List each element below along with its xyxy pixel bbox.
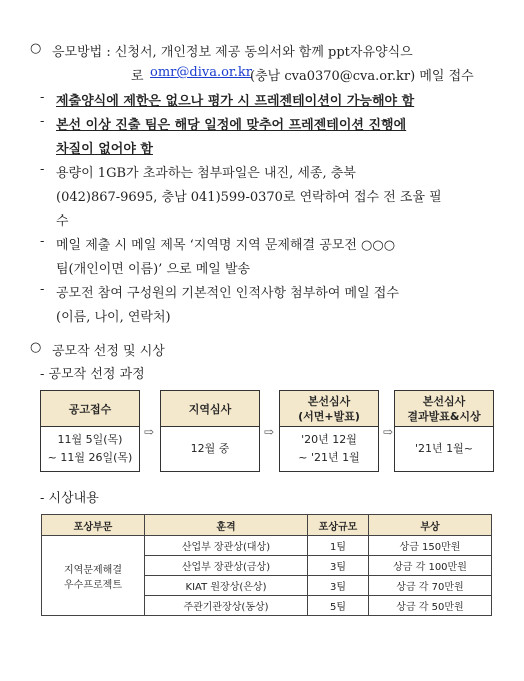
note-dash: - xyxy=(40,114,45,129)
awards-table xyxy=(41,514,492,616)
note-text: 본선 이상 진출 팀은 해당 일정에 맞추어 프레젠테이션 진행에 xyxy=(56,118,407,133)
award-count: 3팀 xyxy=(308,556,369,576)
note-text: 메일 제출 시 메일 제목 ‘지역명 지역 문제해결 공모전 ○○○ xyxy=(56,238,396,253)
note-text: 제출양식에 제한은 없으나 평가 시 프레젠테이션이 가능해야 함 xyxy=(56,94,415,109)
apply-method-line1: 응모방법 : 신청서, 개인정보 제공 동의서와 함께 ppt자유양식으 xyxy=(52,45,413,60)
note-text: 차질이 없어야 함 xyxy=(56,142,153,157)
awards-header: 포상부문 xyxy=(42,515,145,536)
process-label: - 공모작 선정 과정 xyxy=(40,367,145,382)
section-bullet: ○ xyxy=(30,41,42,56)
process-step-head: 공고접수 xyxy=(40,390,140,428)
award-count: 5팀 xyxy=(308,596,369,616)
process-step-body: '21년 1월~ xyxy=(394,426,494,472)
award-prize: 상금 각 100만원 xyxy=(369,556,492,576)
section-bullet: ○ xyxy=(30,340,42,355)
email-link[interactable]: omr@diva.or.kr xyxy=(150,65,252,80)
process-step-body: '20년 12월 ~ '21년 1월 xyxy=(279,426,379,472)
apply-method-line2-pre: 로 xyxy=(131,69,144,84)
note-text: (042)867-9695, 충남 041)599-0370로 연락하여 접수 전 조율 필 xyxy=(56,190,442,205)
award-prize: 상금 150만원 xyxy=(369,536,492,556)
note-dash: - xyxy=(40,282,45,297)
note-dash: - xyxy=(40,90,45,105)
process-arrow-icon: ⇨ xyxy=(383,425,394,439)
award-category: 지역문제해결 우수프로젝트 xyxy=(42,536,145,616)
award-grade: 산업부 장관상(금상) xyxy=(145,556,308,576)
apply-method-line2-mid: (충남 cva0370@cva.or.kr) 메일 접수 xyxy=(250,69,474,84)
awards-header: 포상규모 xyxy=(308,515,369,536)
note-text: 용량이 1GB가 초과하는 첨부파일은 내진, 세종, 충북 xyxy=(56,166,356,181)
award-grade: KIAT 원장상(은상) xyxy=(145,576,308,596)
award-count: 3팀 xyxy=(308,576,369,596)
note-text: (이름, 나이, 연락처) xyxy=(56,310,171,325)
process-step-head: 본선심사 결과발표&시상 xyxy=(394,390,494,428)
award-prize: 상금 각 70만원 xyxy=(369,576,492,596)
note-text: 수 xyxy=(56,214,69,229)
process-arrow-icon: ⇨ xyxy=(264,425,275,439)
selection-title: 공모작 선정 및 시상 xyxy=(52,344,165,359)
award-prize: 상금 각 50만원 xyxy=(369,596,492,616)
process-step-head: 본선심사 (서면+발표) xyxy=(279,390,379,428)
awards-header: 부상 xyxy=(369,515,492,536)
award-label: - 시상내용 xyxy=(40,491,99,506)
note-dash: - xyxy=(40,234,45,249)
process-arrow-icon: ⇨ xyxy=(144,425,155,439)
note-text: 팀(개인이면 이름)’ 으로 메일 발송 xyxy=(56,262,251,277)
process-step-body: 12월 중 xyxy=(160,426,260,472)
award-grade: 주관기관장상(동상) xyxy=(145,596,308,616)
process-step-body: 11월 5일(목) ~ 11월 26일(목) xyxy=(40,426,140,472)
process-step-head: 지역심사 xyxy=(160,390,260,428)
table-row xyxy=(42,536,492,556)
note-text: 공모전 참여 구성원의 기본적인 인적사항 첨부하여 메일 접수 xyxy=(56,286,399,301)
award-grade: 산업부 장관상(대상) xyxy=(145,536,308,556)
award-count: 1팀 xyxy=(308,536,369,556)
awards-header: 훈격 xyxy=(145,515,308,536)
note-dash: - xyxy=(40,162,45,177)
